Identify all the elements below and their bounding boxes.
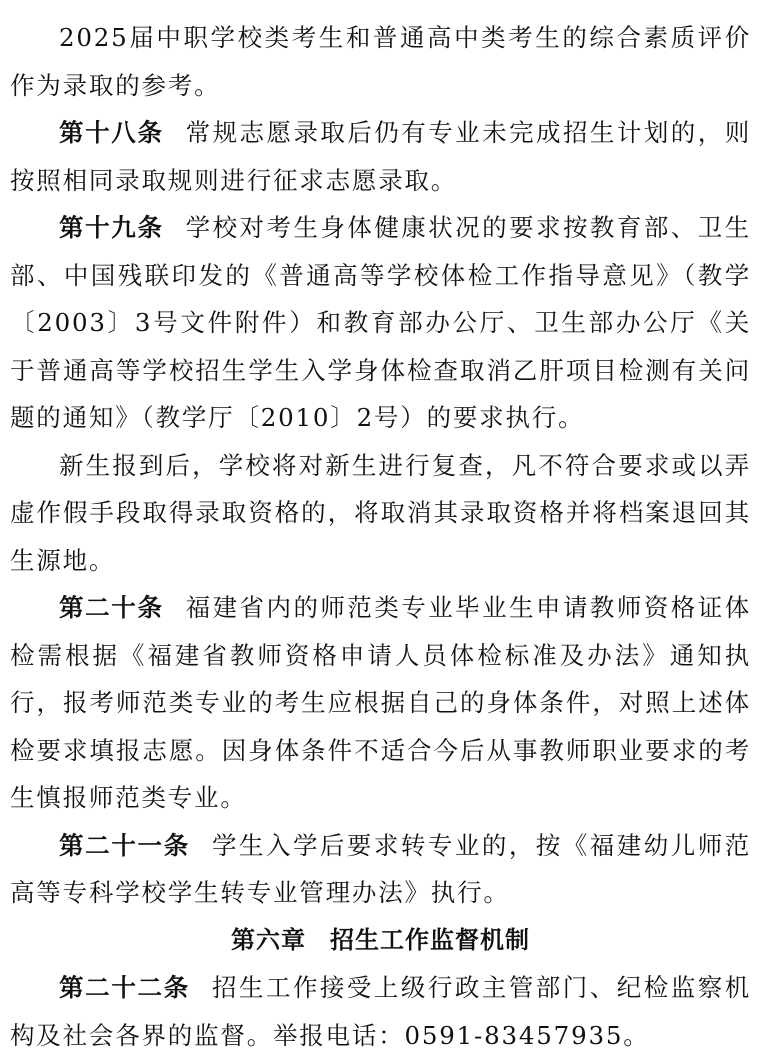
article-20-text: 福建省内的师范类专业毕业生申请教师资格证体检需根据《福建省教师资格申请人员体检标准及办法》通知执行，报考师范类专业的考生应根据自己的身体条件，对照上述体检要求填报志愿。因身体条件不适合今后从事教师职业要求的考生慎报师范类专业。 (10, 593, 751, 812)
paragraph-article-19 (10, 204, 751, 442)
article-18-text: 常规志愿录取后仍有专业未完成招生计划的，则按照相同录取规则进行征求志愿录取。 (10, 118, 751, 195)
paragraph-article-22 (10, 964, 751, 1059)
article-22-heading: 第二十二条 (59, 973, 190, 1002)
paragraph-evaluation-reference: 2025届中职学校类考生和普通高中类考生的综合素质评价作为录取的参考。 (10, 23, 751, 100)
chapter-6-heading (10, 917, 751, 965)
article-19-text: 学校对考生身体健康状况的要求按教育部、卫生部、中国残联印发的《普通高等学校体检工作指导意见》（教学〔2003〕3号文件附件）和教育部办公厅、卫生部办公厅《关于普通高等学校招生学生入学身体检查取消乙肝项目检测有关问题的通知》（教学厅〔2010〕2号）的要求执行。 (10, 213, 751, 432)
paragraph-article-18 (10, 109, 751, 204)
article-21-text: 学生入学后要求转专业的，按《福建幼儿师范高等专科学校学生转专业管理办法》执行。 (10, 830, 752, 907)
chapter-title: 招生工作监督机制 (330, 925, 530, 954)
paragraph-article-20 (10, 584, 751, 822)
article-21-heading: 第二十一条 (59, 830, 190, 860)
paragraph-recheck: 新生报到后，学校将对新生进行复查，凡不符合要求或以弄虚作假手段取得录取资格的，将取消其录取资格并将档案退回其生源地。 (10, 450, 751, 575)
article-20-heading: 第二十条 (59, 593, 164, 622)
article-19-heading: 第十九条 (59, 213, 164, 242)
chapter-number: 第六章 (231, 925, 306, 954)
article-18-heading: 第十八条 (59, 118, 164, 147)
article-22-text: 招生工作接受上级行政主管部门、纪检监察机构及社会各界的监督。举报电话：0591-83457935。 (10, 973, 752, 1050)
paragraph-article-21 (10, 822, 751, 917)
